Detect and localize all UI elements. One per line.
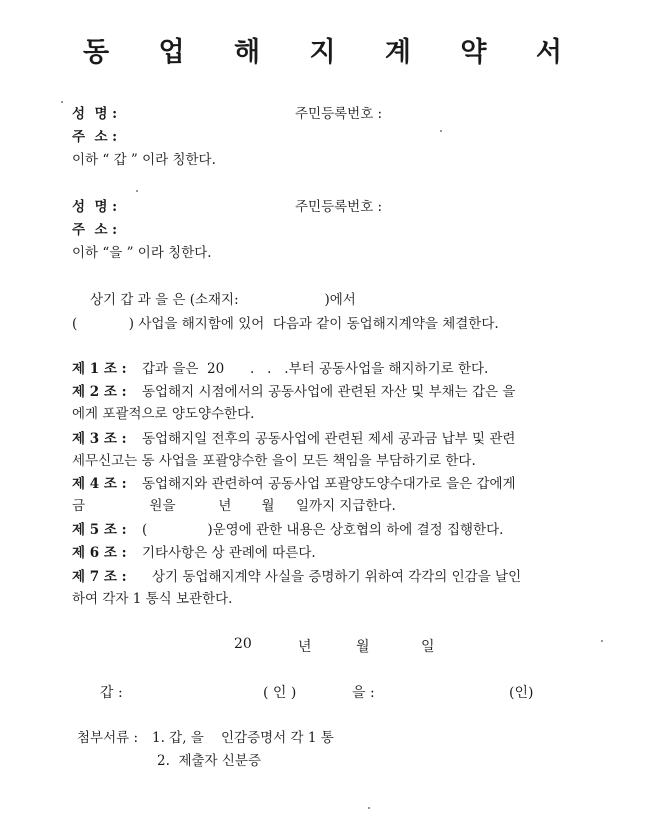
preamble-line-2: ( ) 사업을 해지함에 있어 다음과 같이 동업해지계약을 체결한다. bbox=[72, 316, 499, 332]
date-month-unit: 월 bbox=[356, 639, 370, 655]
document-title: 동 업 해 지 계 약 서 bbox=[83, 37, 582, 68]
scan-speck bbox=[136, 190, 138, 192]
date-day-unit: 일 bbox=[421, 639, 435, 655]
party-a-id-label: 주민등록번호 : bbox=[295, 106, 383, 122]
attachment-item-1: 1. 갑, 을 인감증명서 각 1 통 bbox=[152, 730, 334, 746]
date-year-unit: 년 bbox=[298, 639, 312, 655]
signature-a-seal: ( 인 ) bbox=[263, 685, 297, 701]
article-1-label: 제 1 조 : bbox=[72, 361, 127, 377]
article-2-line-1: 동업해지 시점에서의 공동사업에 관련된 자산 및 부채는 갑은 을 bbox=[142, 384, 516, 400]
signature-b-label: 을 : bbox=[352, 685, 375, 701]
article-2-label: 제 2 조 : bbox=[72, 384, 127, 400]
scan-speck bbox=[601, 640, 603, 642]
scan-speck bbox=[368, 807, 370, 809]
party-a-designation: 이하 “ 갑 ” 이라 칭한다. bbox=[72, 152, 216, 168]
article-4-line-2: 금 원을 년 월 일까지 지급한다. bbox=[72, 498, 396, 514]
scan-speck bbox=[61, 101, 63, 103]
article-5-line-1: ( )운영에 관한 내용은 상호협의 하에 결정 집행한다. bbox=[142, 522, 504, 538]
article-5-label: 제 5 조 : bbox=[72, 522, 127, 538]
article-3-label: 제 3 조 : bbox=[72, 431, 127, 447]
attachments-label: 첨부서류 : bbox=[77, 730, 139, 746]
party-b-name-label: 성 명 : bbox=[72, 199, 118, 215]
article-7-label: 제 7 조 : bbox=[72, 569, 127, 585]
article-4-line-1: 동업해지와 관련하여 공동사업 포괄양도양수대가로 을은 갑에게 bbox=[142, 476, 516, 492]
party-b-id-label: 주민등록번호 : bbox=[295, 199, 383, 215]
party-b-designation: 이하 “을 ” 이라 칭한다. bbox=[72, 245, 212, 261]
party-a-address-label: 주 소 : bbox=[72, 129, 118, 145]
article-3-line-1: 동업해지일 전후의 공동사업에 관련된 제세 공과금 납부 및 관련 bbox=[142, 431, 516, 447]
article-3-line-2: 세무신고는 동 사업을 포괄양수한 을이 모든 책임을 부담하기로 한다. bbox=[72, 453, 476, 469]
signature-b-seal: (인) bbox=[509, 685, 534, 701]
attachment-item-2: 2. 제출자 신분증 bbox=[157, 753, 261, 769]
article-6-label: 제 6 조 : bbox=[72, 545, 127, 561]
article-4-label: 제 4 조 : bbox=[72, 476, 127, 492]
party-a-name-label: 성 명 : bbox=[72, 106, 118, 122]
article-7-line-2: 하여 각자 1 통식 보관한다. bbox=[72, 591, 233, 607]
article-2-line-2: 에게 포괄적으로 양도양수한다. bbox=[72, 406, 255, 422]
article-1-line-1: 갑과 을은 20 . . .부터 공동사업을 해지하기로 한다. bbox=[142, 361, 489, 377]
party-b-address-label: 주 소 : bbox=[72, 222, 118, 238]
scan-speck bbox=[440, 130, 442, 132]
date-year: 20 bbox=[234, 636, 252, 652]
signature-a-label: 갑 : bbox=[100, 685, 123, 701]
article-6-line-1: 기타사항은 상 관례에 따른다. bbox=[142, 545, 316, 561]
article-7-line-1: 상기 동업해지계약 사실을 증명하기 위하여 각각의 인감을 날인 bbox=[152, 569, 522, 585]
preamble-line-1: 상기 갑 과 을 은 (소재지: )에서 bbox=[90, 292, 356, 308]
